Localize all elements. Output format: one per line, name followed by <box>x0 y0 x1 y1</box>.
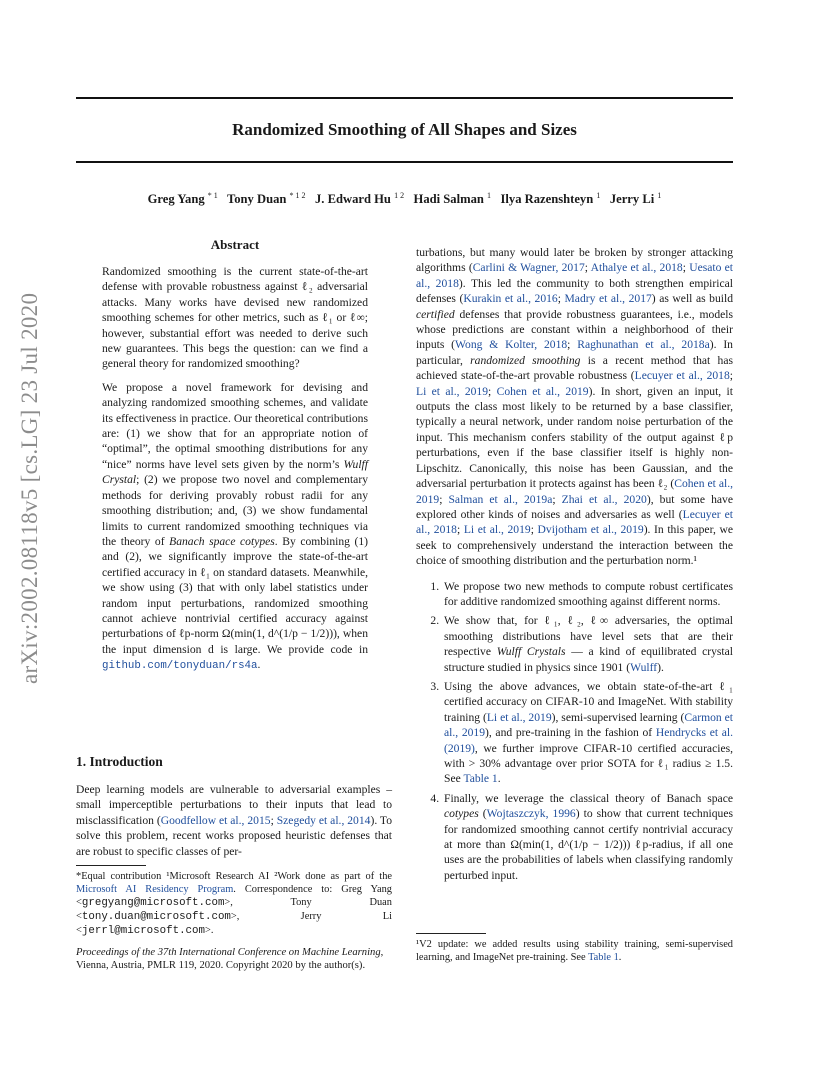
title-bottom-rule <box>76 161 733 163</box>
citation-link[interactable]: Wojtaszczyk, 1996 <box>486 807 576 821</box>
code-link[interactable]: github.com/tonyduan/rs4a <box>102 660 258 673</box>
citation-link[interactable]: Wong & Kolter, 2018 <box>455 338 568 352</box>
citation-link[interactable]: Li et al., 2019 <box>416 384 489 398</box>
citation-link[interactable]: Raghunathan et al., 2018a <box>577 338 710 352</box>
intro-paragraph: turbations, but many would later be broken by stronger attacking algorithms (Carlini & Wagner, 2017; Athalye et al., 2018; Uesato et al., 2018). This led the community to both strengthen empirical defenses (Kurakin et al., 2016; Madry et al., 2017) as well as build certified defenses that provide robustness guarantees, i.e., models whose predictions are constant within a neighborhood of their inputs (Wong & Kolter, 2018; Raghunathan et al., 2018a). In particular, randomized smoothing is a recent method that has achieved state-of-the-art provable robustness (Lecuyer et al., 2018; Li et al., 2019; Cohen et al., 2019). In short, given an input, it outputs the class most likely to be returned by a base classifier, typically a neural network, under random noise perturbation of the input. This mechanism confers stability of the output against ℓp perturbations, even if the base classifier itself is highly non-Lipschitz. Canonically, this noise has been Gaussian, and the adversarial perturbation it protects against has been ℓ₂ (Cohen et al., 2019; Salman et al., 2019a; Zhai et al., 2020), but some have explored other kinds of noises and adversaries as well (Lecuyer et al., 2018; Li et al., 2019; Dvijotham et al., 2019). In this paper, we seek to comprehensively understand the interaction between the choice of smoothing distribution and the perturbation norm.¹ <box>416 246 734 568</box>
abstract-paragraph: We propose a novel framework for devising and analyzing randomized smoothing schemes, and validate its effectiveness in practice. Our theoretical contributions are: (1) we show that for an appropriate notion of “optimal”, the optimal smoothing distributions for any “nice” norms have level sets given by the norm’s Wulff Crystal; (2) we propose two novel and complementary methods for deriving provably robust radii for any smoothing distribution; and, (3) we show fundamental limits to current randomized smoothing techniques via the theory of Banach space cotypes. By combining (1) and (2), we significantly improve the state-of-the-art certified accuracy in ℓ₁ on standard datasets. Meanwhile, we show using (3) that with only label statistics under random input perturbations, randomized smoothing cannot achieve nontrivial certified accuracy against perturbations of ℓp-norm Ω(min(1, d^(1/p − 1/2))), when the input dimension d is large. We provide code in github.com/tonyduan/rs4a. <box>102 380 368 673</box>
footnote-divider <box>76 865 146 866</box>
author-affiliation: 1 <box>596 191 601 200</box>
intro-paragraph: Deep learning models are vulnerable to adversarial examples – small imperceptible perturbations to their inputs that lead to misclassification (Goodfellow et al., 2015; Szegedy et al., 2014). To solve this problem, recent works proposed heuristic defenses that are robust to specific classes of per- <box>76 783 392 858</box>
author-name: Tony Duan <box>227 192 287 207</box>
section-heading-introduction: 1. Introduction <box>76 754 163 769</box>
abstract-paragraph: Randomized smoothing is the current state-of-the-art defense with provable robustness against ℓ₂ adversarial attacks. Many works have devised new randomized smoothing schemes for other metrics, such as ℓ₁ or ℓ∞; however, substantial effort was needed to derive such new guarantees. This begs the question: can we find a general theory for randomized smoothing? <box>102 265 368 371</box>
abstract-heading: Abstract <box>210 237 260 252</box>
citation-link[interactable]: Cohen et al., 2019 <box>496 384 589 398</box>
citation-link[interactable]: Lecuyer et al., 2018 <box>634 369 730 383</box>
citation-link[interactable]: Li et al., 2019 <box>486 710 552 724</box>
citation-link[interactable]: Athalye et al., 2018 <box>590 261 683 275</box>
author-list <box>76 191 733 207</box>
arxiv-stamp: arXiv:2002.08118v5 [cs.LG] 23 Jul 2020 <box>17 292 42 684</box>
contributions-list <box>416 579 733 884</box>
citation-link[interactable]: Lecuyer et al., 2018 <box>416 507 733 537</box>
author-name: Jerry Li <box>609 192 655 207</box>
citation-link[interactable]: Madry et al., 2017 <box>564 292 652 306</box>
citation-link[interactable]: Goodfellow et al., 2015 <box>160 813 271 827</box>
table-link[interactable]: Table 1 <box>588 952 619 963</box>
citation-link[interactable]: Kurakin et al., 2016 <box>463 292 558 306</box>
citation-link[interactable]: Salman et al., 2019a <box>448 492 553 506</box>
footnote-divider <box>416 933 486 934</box>
author-name: Ilya Razenshteyn <box>500 192 594 207</box>
citation-link[interactable]: Dvijotham et al., 2019 <box>537 523 644 537</box>
citation-link[interactable]: Szegedy et al., 2014 <box>276 813 371 827</box>
author-affiliation: 1 <box>657 191 662 200</box>
author-name: Hadi Salman <box>413 192 484 207</box>
citation-link[interactable]: Hendrycks et al. (2019) <box>444 726 734 755</box>
citation-link[interactable]: Cohen et al., 2019 <box>416 477 733 506</box>
citation-link[interactable]: Zhai et al., 2020 <box>561 492 647 506</box>
citation-link[interactable]: Carlini & Wagner, 2017 <box>472 261 585 275</box>
list-item: 1. We propose two new methods to compute robust certificates for additive randomized smoothing against different norms. <box>442 579 733 610</box>
list-item: 2. We show that, for ℓ₁, ℓ₂, ℓ∞ adversaries, the optimal smoothing distributions have level sets that are their respective Wulff Crystals — a kind of equilibrated crystal structure studied in physics since 1901 (Wulff). <box>442 613 733 675</box>
proceedings-note: Proceedings of the 37th International Conference on Machine Learning, Vienna, Austria, PMLR 119, 2020. Copyright 2020 by the author(s). <box>76 947 384 972</box>
table-link[interactable]: Table 1 <box>463 772 498 786</box>
author-name: Greg Yang <box>147 192 205 207</box>
right-column-body <box>416 245 733 887</box>
title-top-rule <box>76 97 733 99</box>
residency-link[interactable]: Microsoft AI Residency Program <box>76 884 234 895</box>
version-footnote: ¹V2 update: we added results using stability training, semi-supervised learning, and ImageNet pre-training. See Table 1. <box>416 939 733 963</box>
author-affiliation: 1 <box>487 191 492 200</box>
citation-link[interactable]: Carmon et al., 2019 <box>444 710 733 740</box>
abstract-body <box>102 264 368 683</box>
introduction-body <box>76 782 392 867</box>
author-affiliation: * 1 <box>207 191 218 200</box>
list-item: 4. Finally, we leverage the classical theory of Banach space cotypes (Wojtaszczyk, 1996) to show that current techniques for randomized smoothing cannot certify nontrivial accuracy at more than Ω(min(1, d^(1/p − 1/2))) ℓp-radius, if all one uses are the probabilities of labels when classifying randomly perturbed input. <box>442 791 733 883</box>
list-item: 3. Using the above advances, we obtain state-of-the-art ℓ₁ certified accuracy on CIFAR-10 and ImageNet. With stability training (Li et al., 2019), semi-supervised learning (Carmon et al., 2019), and pre-training in the fashion of Hendrycks et al. (2019), we further improve CIFAR-10 certified accuracies, with > 30% advantage over prior SOTA for ℓ₁ radius ≥ 1.5. See Table 1. <box>442 679 733 787</box>
author-name: J. Edward Hu <box>315 192 391 207</box>
author-affiliation: * 1 2 <box>289 191 306 200</box>
citation-link[interactable]: Uesato et al., 2018 <box>416 261 733 290</box>
affiliation-footnote: *Equal contribution ¹Microsoft Research AI ²Work done as part of the Microsoft AI Residency Program. Correspondence to: Greg Yang <gregyang@microsoft.com>, Tony Duan <tony.duan@microsoft.com>, Jerry Li <jerrl@microsoft.com>. <box>76 871 392 937</box>
paper-title: Randomized Smoothing of All Shapes and Sizes <box>232 120 577 139</box>
author-affiliation: 1 2 <box>394 191 405 200</box>
citation-link[interactable]: Wulff <box>630 660 658 674</box>
citation-link[interactable]: Li et al., 2019 <box>463 523 531 537</box>
